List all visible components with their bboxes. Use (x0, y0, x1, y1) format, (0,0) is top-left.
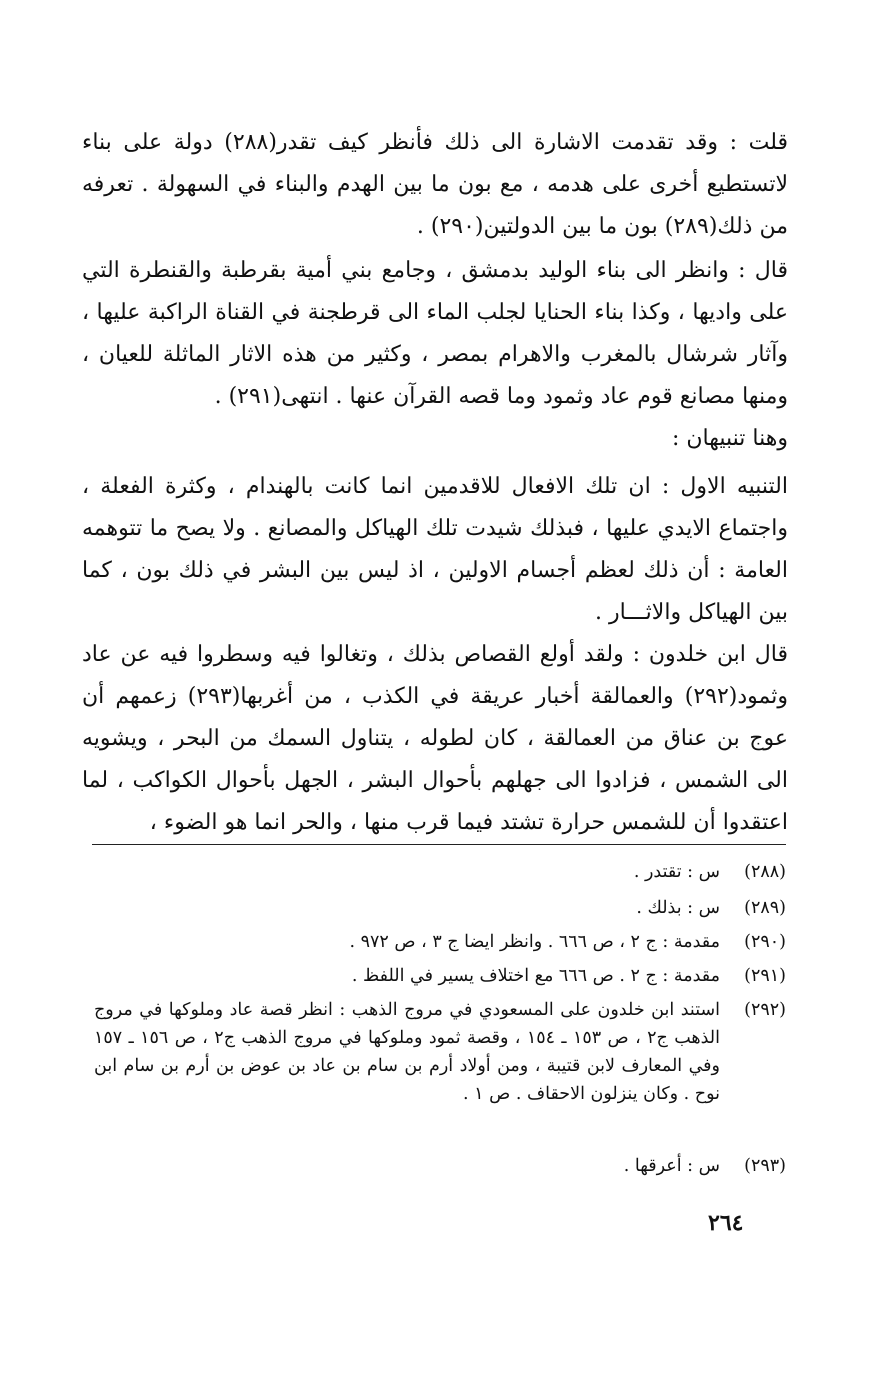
paragraph-2: قال : وانظر الى بناء الوليد بدمشق ، وجامع بني أمية بقرطبة والقنطرة التي على واديها ، وكذا بناء الحنايا لجلب الماء الى قرطجنة في القناة الراكبة عليها ، وآثار شرشال بالمغرب والاهرام بمصر ، وكثير من هذه الاثار الماثلة للعيان ، ومنها مصانع قوم عاد وثمود وما قصه القرآن عنها . انتهى(٢٩١) . (82, 258, 788, 409)
footnote-number: (٢٩٠) (744, 932, 786, 952)
footnote-number: (٢٩١) (744, 966, 786, 986)
footnote-text: استند ابن خلدون على المسعودي في مروج الذهب : انظر قصة عاد وملوكها في مروج الذهب ج٢ ، ص ١٥٣ ـ ١٥٤ ، وقصة ثمود وملوكها في مروج الذهب ج٢ ، ص ١٥٦ ـ ١٥٧ وفي المعارف لابن قتيبة ، ومن أولاد أرم بن سام بن عاد بن عوض بن أرم بن سام ابن نوح . وكان ينزلون الاحقاف . ص ١ . (94, 1000, 720, 1104)
footnote-text: س : أعرقها . (623, 1156, 720, 1176)
footnote-292 (92, 996, 786, 1108)
footnote-291 (92, 962, 786, 990)
footnote-divider (92, 844, 786, 845)
footnote-text: مقدمة : ج ٢ ، ص ٦٦٦ . وانظر ايضا ج ٣ ، ص ٩٧٢ . (349, 932, 720, 952)
footnote-289 (92, 894, 786, 922)
footnote-288 (92, 858, 786, 886)
paragraph-1: قلت : وقد تقدمت الاشارة الى ذلك فأنظر كيف تقدر(٢٨٨) دولة على بناء لاتستطيع أخرى على هدمه ، مع بون ما بين الهدم والبناء في السهولة . تعرفه من ذلك(٢٨٩) بون ما بين الدولتين(٢٩٠) . (82, 130, 788, 239)
footnote-number: (٢٨٩) (744, 898, 786, 918)
footnote-text: س : تقتدر . (633, 862, 720, 882)
footnote-number: (٢٩٢) (744, 1000, 786, 1020)
page-number: ٢٦٤ (708, 1210, 744, 1236)
footnote-293 (92, 1152, 786, 1180)
paragraph-5: قال ابن خلدون : ولقد أولع القصاص بذلك ، وتغالوا فيه وسطروا فيه عن عاد وثمود(٢٩٢) والعمالقة أخبار عريقة في الكذب ، من أغربها(٢٩٣) زعمهم أن عوج بن عناق من العمالقة ، كان لطوله ، يتناول السمك من البحر ، ويشويه الى الشمس ، فزادوا الى جهلهم بأحوال البشر ، الجهل بأحوال الكواكب ، لما اعتقدوا أن للشمس حرارة تشتد فيما قرب منها ، والحر انما هو الضوء ، (82, 642, 789, 835)
paragraph-3: وهنا تنبيهان : (671, 426, 788, 451)
footnote-number: (٢٨٨) (744, 862, 786, 882)
footnote-text: س : بذلك . (636, 898, 720, 918)
paragraph-4: التنبيه الاول : ان تلك الافعال للاقدمين انما كانت بالهندام ، وكثرة الفعلة ، واجتماع الايدي عليها ، فبذلك شيدت تلك الهياكل والمصانع . ولا يصح ما تتوهمه العامة : أن ذلك لعظم أجسام الاولين ، اذ ليس بين البشر في ذلك بون ، كما بين الهياكل والاثـــار . (82, 474, 788, 625)
footnote-290 (92, 928, 786, 956)
footnote-number: (٢٩٣) (744, 1156, 786, 1176)
footnote-text: مقدمة : ج ٢ . ص ٦٦٦ مع اختلاف يسير في اللفظ . (351, 966, 720, 986)
